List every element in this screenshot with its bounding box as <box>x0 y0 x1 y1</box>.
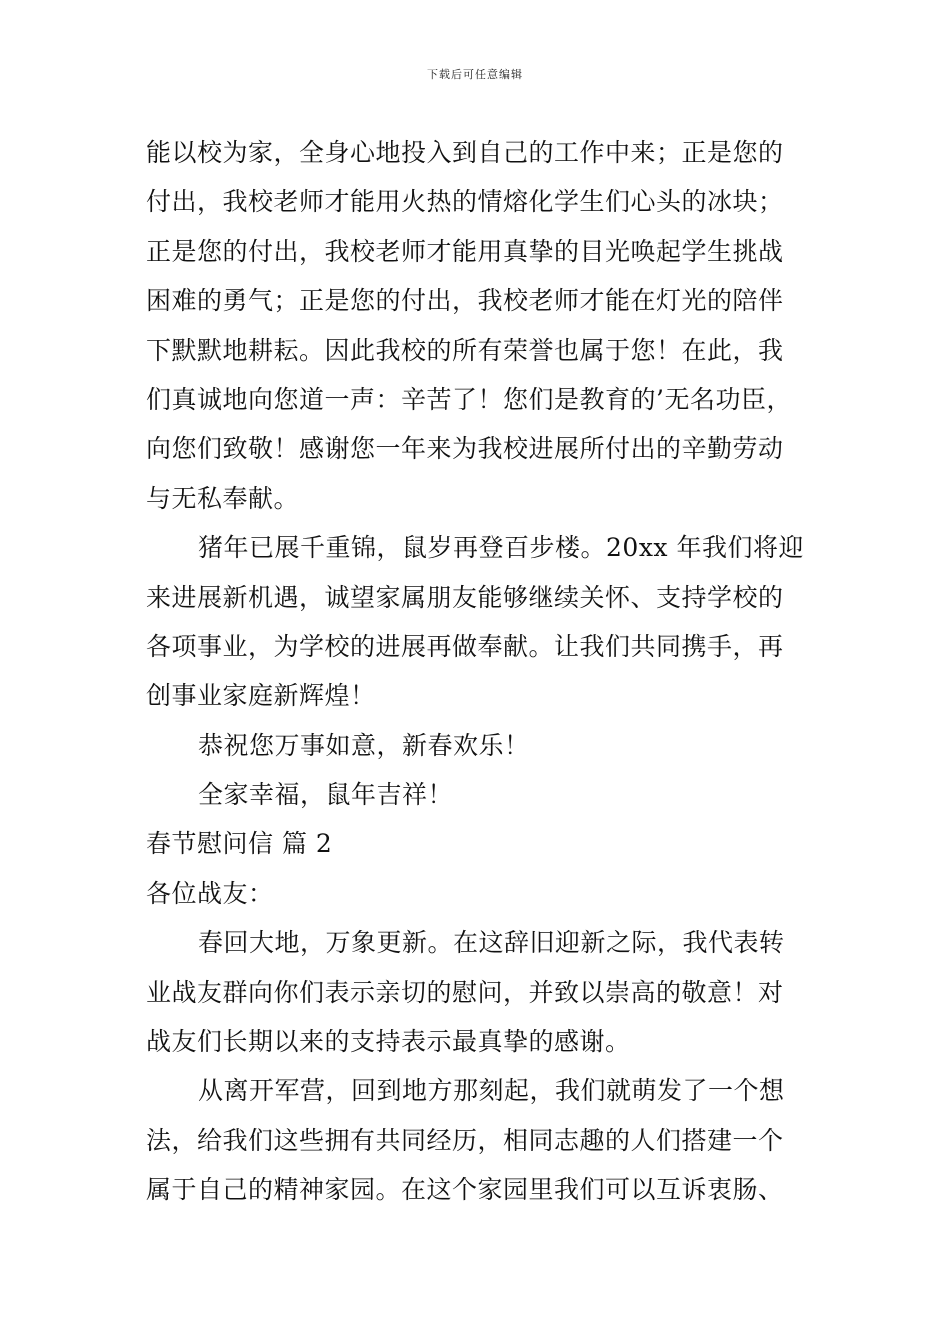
body-line: 法，给我们这些拥有共同经历，相同志趣的人们搭建一个 <box>146 1125 784 1155</box>
paragraph-start-line: 从离开军营，回到地方那刻起，我们就萌发了一个想 <box>198 1076 785 1106</box>
body-line: 业战友群向你们表示亲切的慰问，并致以崇高的敬意！对 <box>146 977 784 1007</box>
body-line: 正是您的付出，我校老师才能用真挚的目光唤起学生挑战 <box>146 236 784 266</box>
greeting-line: 恭祝您万事如意，新春欢乐！ <box>198 730 530 760</box>
section-title: 春节慰问信 篇 2 <box>146 829 333 859</box>
body-line: 来进展新机遇，诚望家属朋友能够继续关怀、支持学校的 <box>146 582 784 612</box>
greeting-line: 全家幸福，鼠年吉祥！ <box>198 780 454 810</box>
body-line: 能以校为家，全身心地投入到自己的工作中来；正是您的 <box>146 138 784 167</box>
body-line: 下默默地耕耘。因此我校的所有荣誉也属于您！在此，我 <box>146 335 784 365</box>
header-note: 下载后可任意编辑 <box>427 68 523 81</box>
body-line: 各项事业，为学校的进展再做奉献。让我们共同携手，再 <box>146 631 784 661</box>
salutation: 各位战友： <box>146 878 274 908</box>
document-body <box>146 128 810 1215</box>
body-line: 付出，我校老师才能用火热的情熔化学生们心头的冰块； <box>146 187 784 217</box>
body-line: 创事业家庭新辉煌！ <box>146 681 376 711</box>
body-line: 战友们长期以来的支持表示最真挚的感谢。 <box>146 1027 631 1057</box>
body-line: 们真诚地向您道一声：辛苦了！您们是教育的’无名功臣， <box>146 384 792 414</box>
paragraph-start-line: 猪年已展千重锦，鼠岁再登百步楼。20xx 年我们将迎 <box>198 533 804 563</box>
body-line: 向您们致敬！感谢您一年来为我校进展所付出的辛勤劳动 <box>146 434 784 464</box>
paragraph-start-line: 春回大地，万象更新。在这辞旧迎新之际，我代表转 <box>198 928 785 958</box>
body-line: 困难的勇气；正是您的付出，我校老师才能在灯光的陪伴 <box>146 286 784 316</box>
body-line: 属于自己的精神家园。在这个家园里我们可以互诉衷肠、 <box>146 1175 784 1205</box>
body-line: 与无私奉献。 <box>146 483 300 513</box>
